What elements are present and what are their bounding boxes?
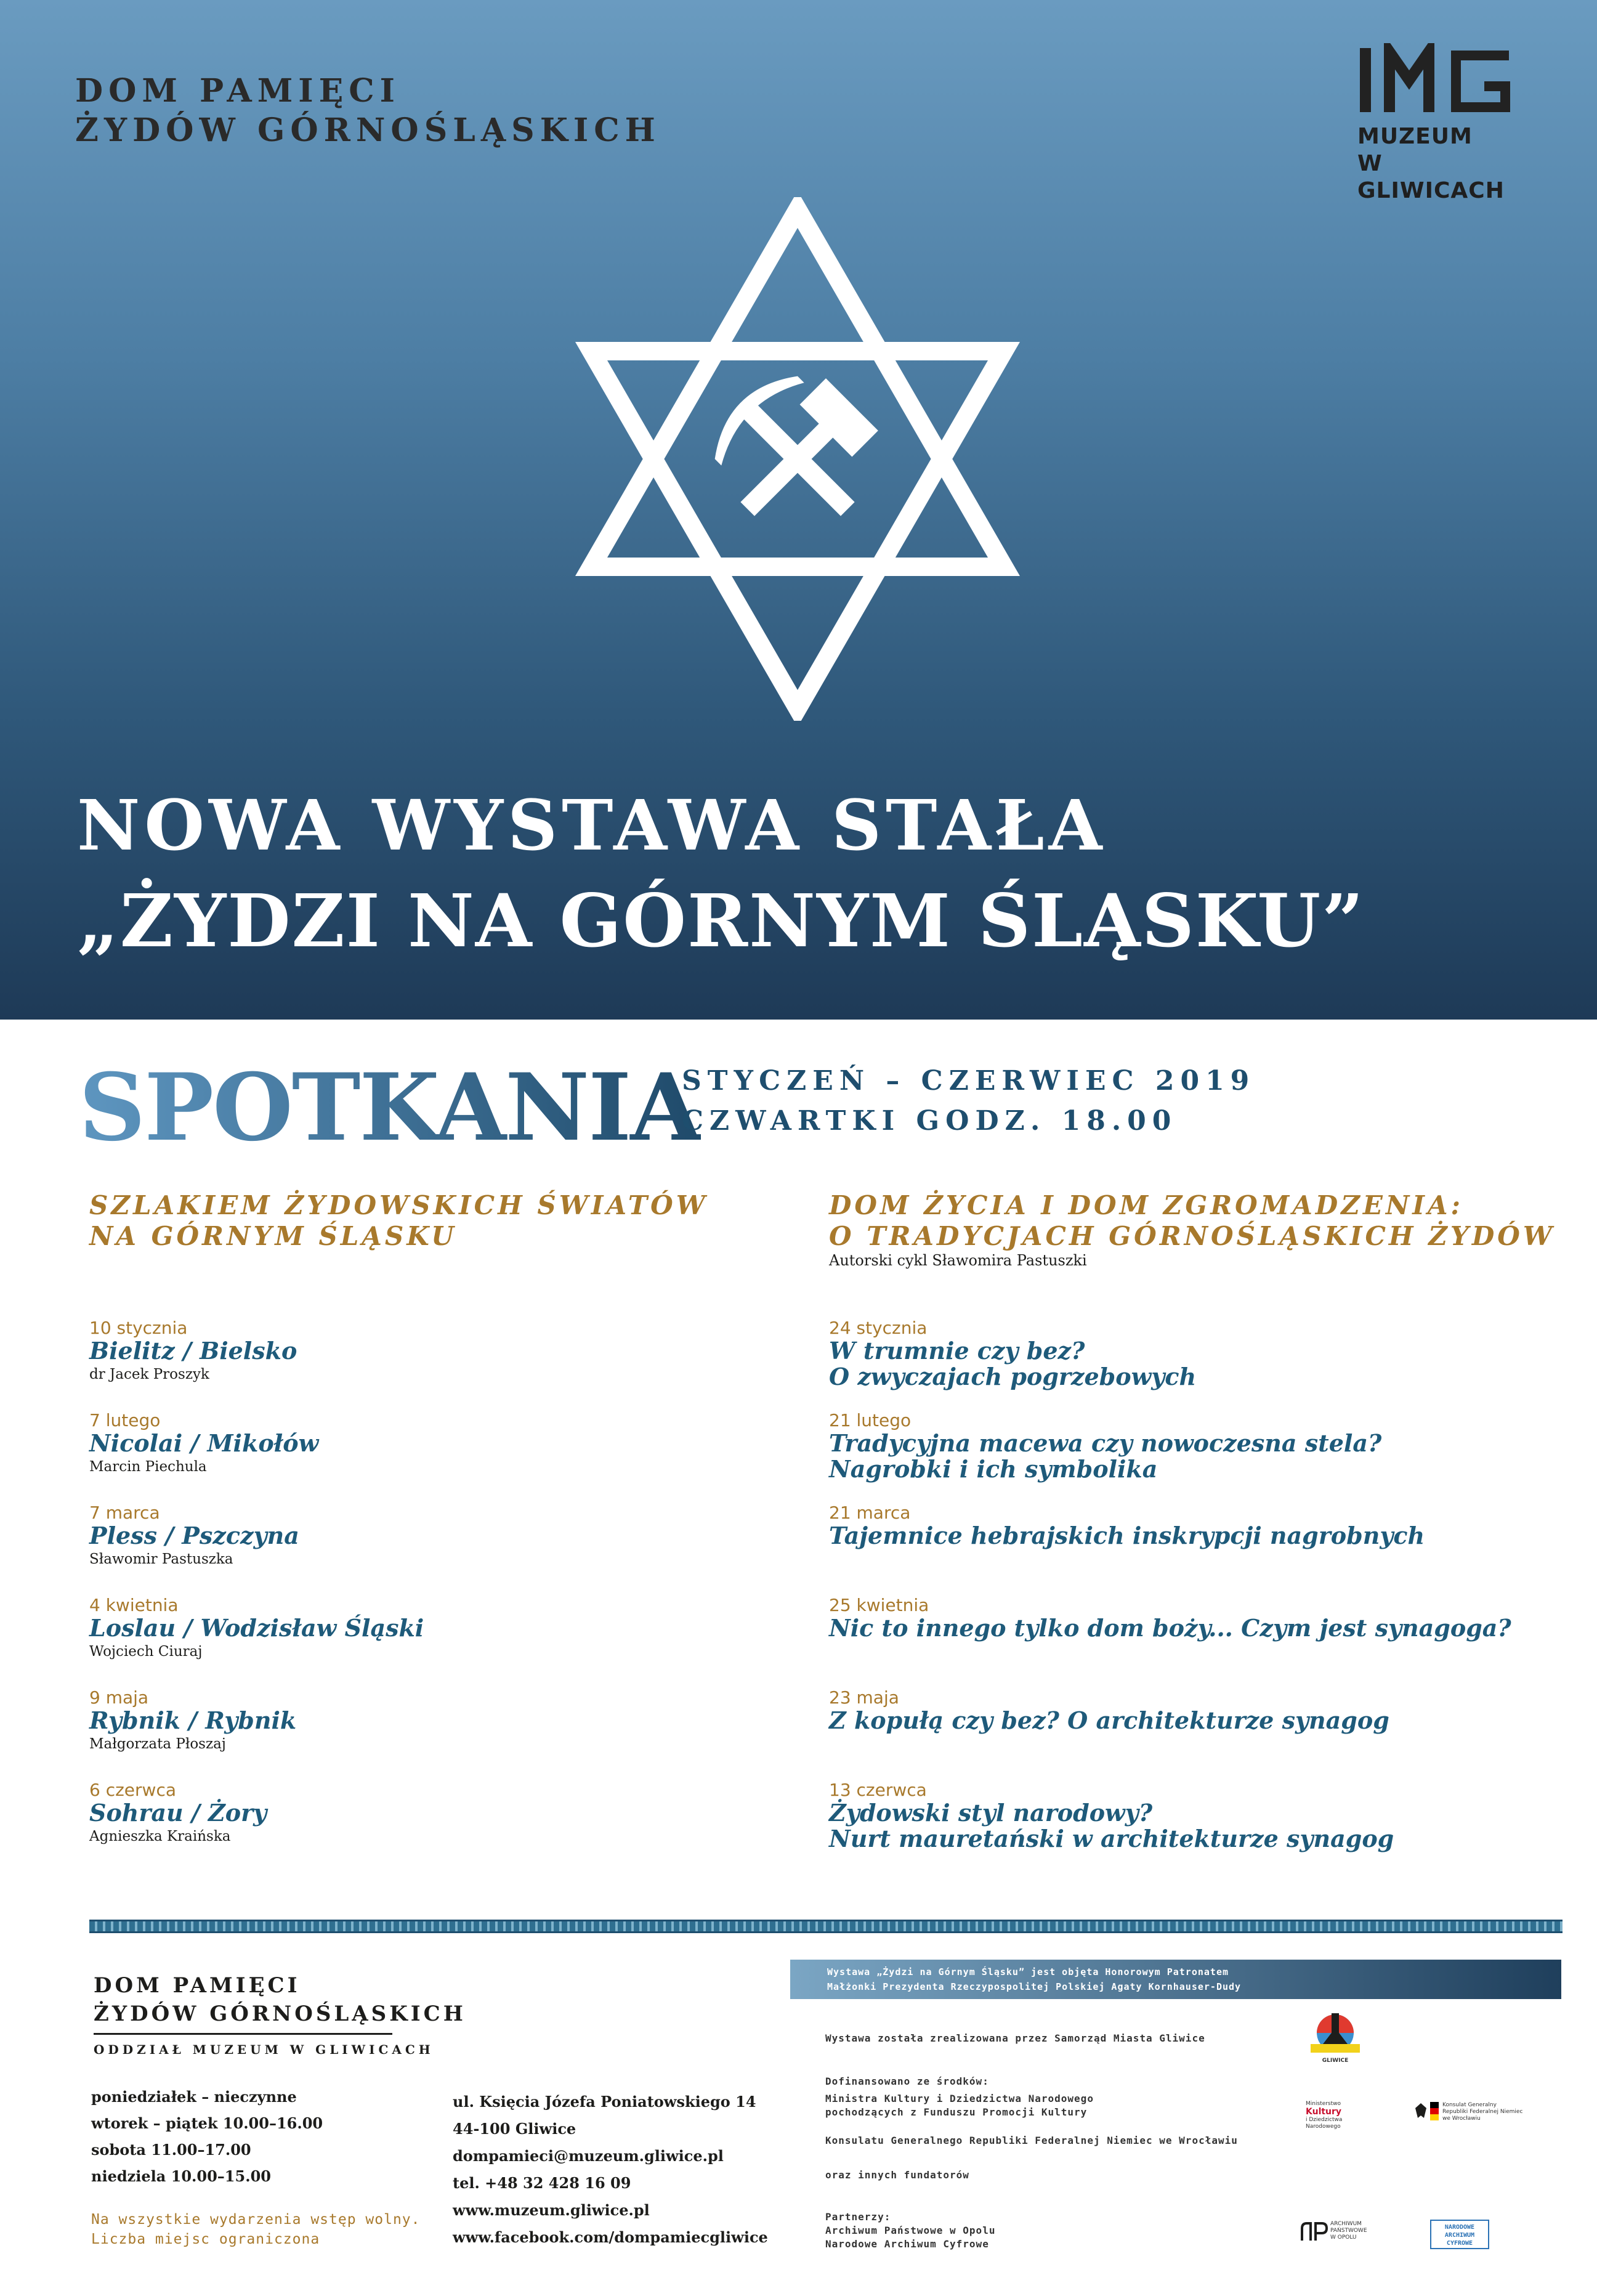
org-name: DOM PAMIĘCI ŻYDÓW GÓRNOŚLĄSKICH: [75, 72, 661, 149]
meetings-heading: SPOTKANIA: [79, 1053, 701, 1162]
realized-by: Wystawa została zrealizowana przez Samorząd Miasta Gliwice: [825, 2032, 1205, 2044]
nac-logo: NARODOWE ARCHIWUM CYFROWE: [1430, 2220, 1489, 2249]
series-right-title: DOM ŻYCIA I DOM ZGROMADZENIA: O TRADYCJACH GÓRNOŚLĄSKICH ŻYDÓW Autorski cykl Sławomira Pastuszki: [829, 1190, 1556, 1269]
partners-info: Partnerzy: Archiwum Państwowe w Opolu Narodowe Archiwum Cyfrowe: [825, 2211, 996, 2250]
patron-banner: Wystawa „Żydzi na Górnym Śląsku” jest objęta Honorowym Patronatem Małżonki Prezydenta Rzeczypospolitej Polskiej Agaty Kornhauser-Dudy: [790, 1960, 1561, 1999]
list-item: 4 kwietnia Loslau / Wodzisław Śląski Wojciech Ciuraj: [89, 1595, 424, 1660]
list-item: 6 czerwca Sohrau / Żory Agnieszka Kraińska: [89, 1780, 267, 1844]
title-line-1: NOWA WYSTAWA STAŁA: [77, 785, 1107, 866]
list-item: 10 stycznia Bielitz / Bielsko dr Jacek Proszyk: [89, 1318, 297, 1382]
title-line-2: „ŻYDZI NA GÓRNYM ŚLĄSKU”: [77, 878, 1365, 963]
list-item: 21 lutego Tradycyjna macewa czy nowoczesna stela? Nagrobki i ich symbolika: [829, 1410, 1382, 1483]
star-of-david-icon: [560, 197, 1035, 721]
list-item: 25 kwietnia Nic to innego tylko dom boży... Czym jest synagoga?: [829, 1595, 1511, 1642]
gliwice-logo: GLIWICE: [1304, 2010, 1366, 2065]
list-item: 7 marca Pless / Pszczyna Sławomir Pastuszka: [89, 1503, 299, 1567]
list-item: 9 maja Rybnik / Rybnik Małgorzata Płoszaj: [89, 1687, 297, 1752]
footer-org: DOM PAMIĘCI ŻYDÓW GÓRNOŚLĄSKICH ODDZIAŁ MUZEUM W GLIWICACH: [94, 1973, 466, 2057]
img-logo-icon: [1357, 43, 1518, 117]
funding-info: Dofinansowano ze środków: Ministra Kultury i Dziedzictwa Narodowego pochodzących z Funduszu Promocji Kultury Konsulatu Generalnego Republiki Federalnej Niemiec we Wrocławiu oraz innych fundatorów: [825, 2075, 1238, 2181]
free-entry-note: Na wszystkie wydarzenia wstęp wolny. Liczba miejsc ograniczona: [91, 2212, 421, 2247]
email-link[interactable]: dompamieci@muzeum.gliwice.pl: [453, 2147, 724, 2165]
decorative-divider: [89, 1920, 1563, 1933]
meetings-period: STYCZEŃ – CZERWIEC 2019: [682, 1065, 1256, 1097]
contact-address: ul. Księcia Józefa Poniatowskiego 14 44-100 Gliwice dompamieci@muzeum.gliwice.pl tel. +48 32 428 16 09 www.muzeum.gliwice.pl www.facebook.com/dompamiecgliwice: [453, 2088, 768, 2251]
website-link[interactable]: www.muzeum.gliwice.pl: [453, 2201, 650, 2219]
opening-hours: poniedziałek – nieczynne wtorek – piątek 10.00–16.00 sobota 11.00–17.00 niedziela 10.00–15.00: [91, 2088, 323, 2185]
list-item: 13 czerwca Żydowski styl narodowy? Nurt mauretański w architekturze synagog: [829, 1780, 1394, 1852]
facebook-link[interactable]: www.facebook.com/dompamiecgliwice: [453, 2228, 768, 2246]
list-item: 24 stycznia W trumnie czy bez? O zwyczajach pogrzebowych: [829, 1318, 1197, 1390]
list-item: 23 maja Z kopułą czy bez? O architekturze synagog: [829, 1687, 1389, 1734]
ap-logo-icon: [1300, 2221, 1328, 2243]
ministry-logo: Ministerstwo Kultury i Dziedzictwa Narodowego: [1306, 2101, 1343, 2130]
list-item: 7 lutego Nicolai / Mikołów Marcin Piechula: [89, 1410, 319, 1475]
gliwice-logo-icon: [1304, 2010, 1366, 2055]
museum-logo: MUZEUM W GLIWICACH: [1357, 43, 1518, 179]
series-left-title: SZLAKIEM ŻYDOWSKICH ŚWIATÓW NA GÓRNYM ŚLĄSKU: [89, 1190, 708, 1251]
german-flag-icon: [1430, 2102, 1439, 2120]
list-item: 21 marca Tajemnice hebrajskich inskrypcji nagrobnych: [829, 1503, 1425, 1549]
german-eagle-icon: [1414, 2102, 1428, 2120]
header-band: [0, 0, 1597, 1020]
meetings-schedule: CZWARTKI GODZ. 18.00: [682, 1105, 1178, 1137]
series-right-subtitle: Autorski cykl Sławomira Pastuszki: [829, 1252, 1087, 1269]
footer-org-rule: [94, 2033, 392, 2035]
hammer-and-pick-icon: [700, 361, 889, 551]
